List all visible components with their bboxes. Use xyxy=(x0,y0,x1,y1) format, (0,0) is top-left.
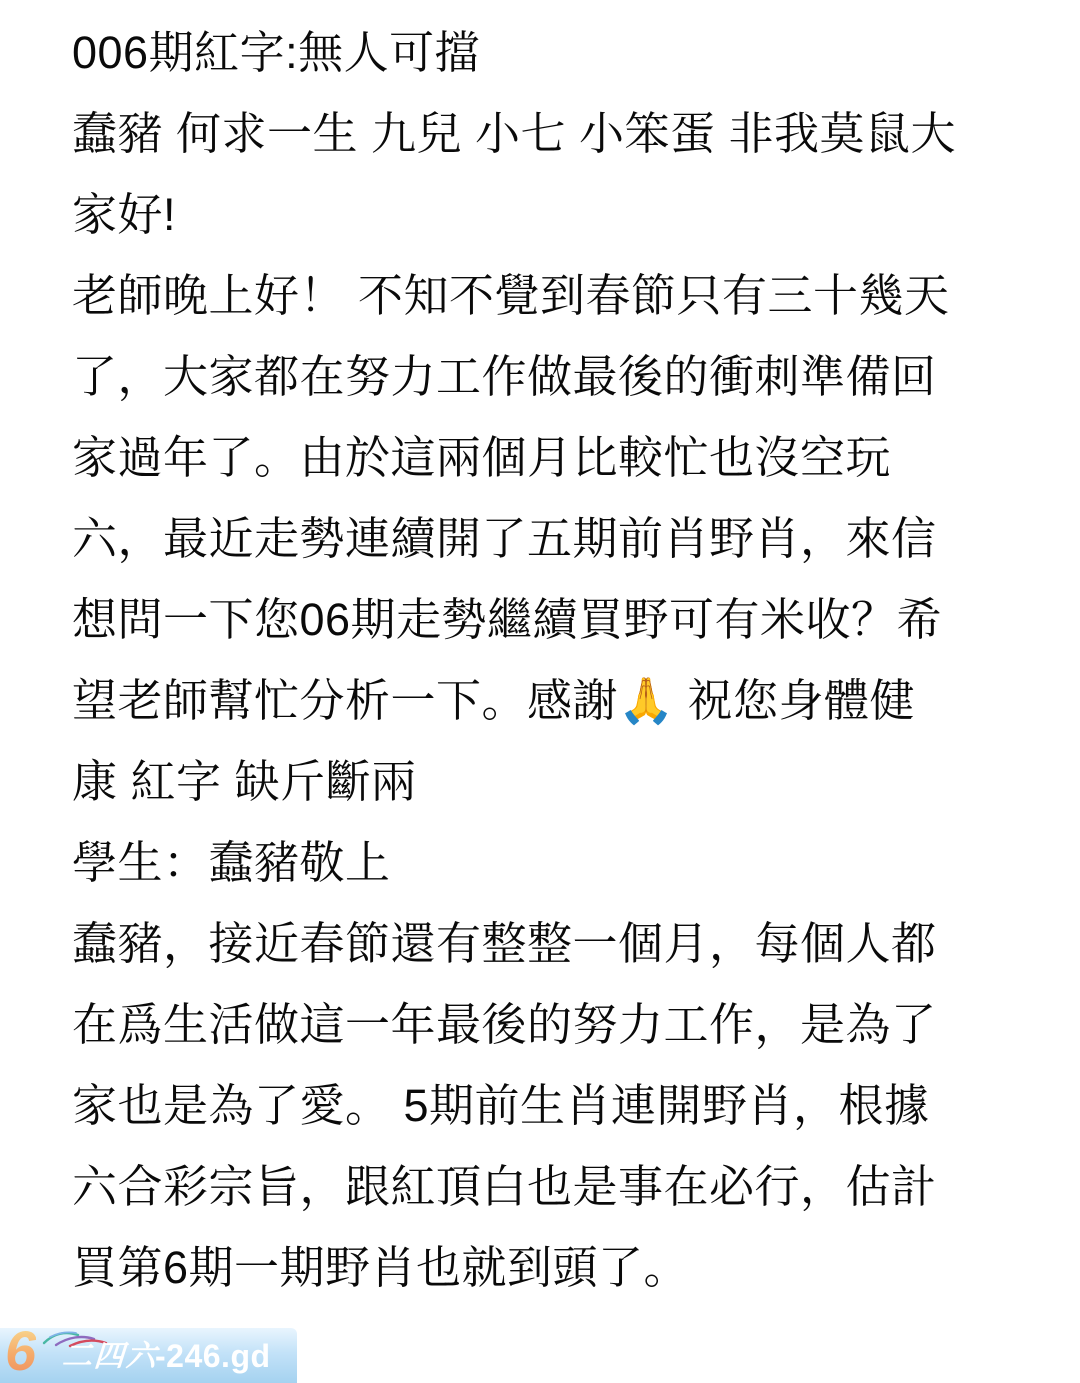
text-line: 蠢豬，接近春節還有整整一個月，每個人都 xyxy=(72,918,937,969)
text-line: 六合彩宗旨，跟紅頂白也是事在必行，估計 xyxy=(72,1161,937,1212)
brand-domain-text: -246.gd xyxy=(155,1338,271,1374)
text-line-signature: 學生：蠢豬敬上 xyxy=(72,837,391,888)
text-line: 想問一下您06期走勢繼續買野可有米收？希 xyxy=(72,594,943,645)
text-line-title: 006期紅字:無人可擋 xyxy=(72,27,481,78)
brand-name-chinese: 二四六 xyxy=(60,1340,160,1373)
text-line: 在爲生活做這一年最後的努力工作，是為了 xyxy=(72,999,937,1050)
text-line: 蠢豬 何求一生 九兒 小七 小笨蛋 非我莫鼠大 xyxy=(72,108,957,159)
text-line: 老師晚上好！ 不知不覺到春節只有三十幾天 xyxy=(72,270,950,321)
post-content xyxy=(72,12,1070,1308)
brand-6-logo: 6 xyxy=(5,1319,37,1382)
text-line: 買第6期一期野肖也就到頭了。 xyxy=(72,1242,690,1293)
text-line: 康 紅字 缺斤斷兩 xyxy=(72,756,417,807)
watermark-banner-246gd xyxy=(0,1319,297,1383)
text-line: 望老師幫忙分析一下。感謝🙏 祝您身體健 xyxy=(72,675,916,726)
text-line: 家過年了。由於這兩個月比較忙也沒空玩 xyxy=(72,432,892,483)
text-line: 六，最近走勢連續開了五期前肖野肖，來信 xyxy=(72,513,937,564)
text-line: 家好! xyxy=(72,189,177,240)
text-line: 了，大家都在努力工作做最後的衝刺準備回 xyxy=(72,351,937,402)
text-line: 家也是為了愛。 5期前生肖連開野肖，根據 xyxy=(72,1080,930,1131)
